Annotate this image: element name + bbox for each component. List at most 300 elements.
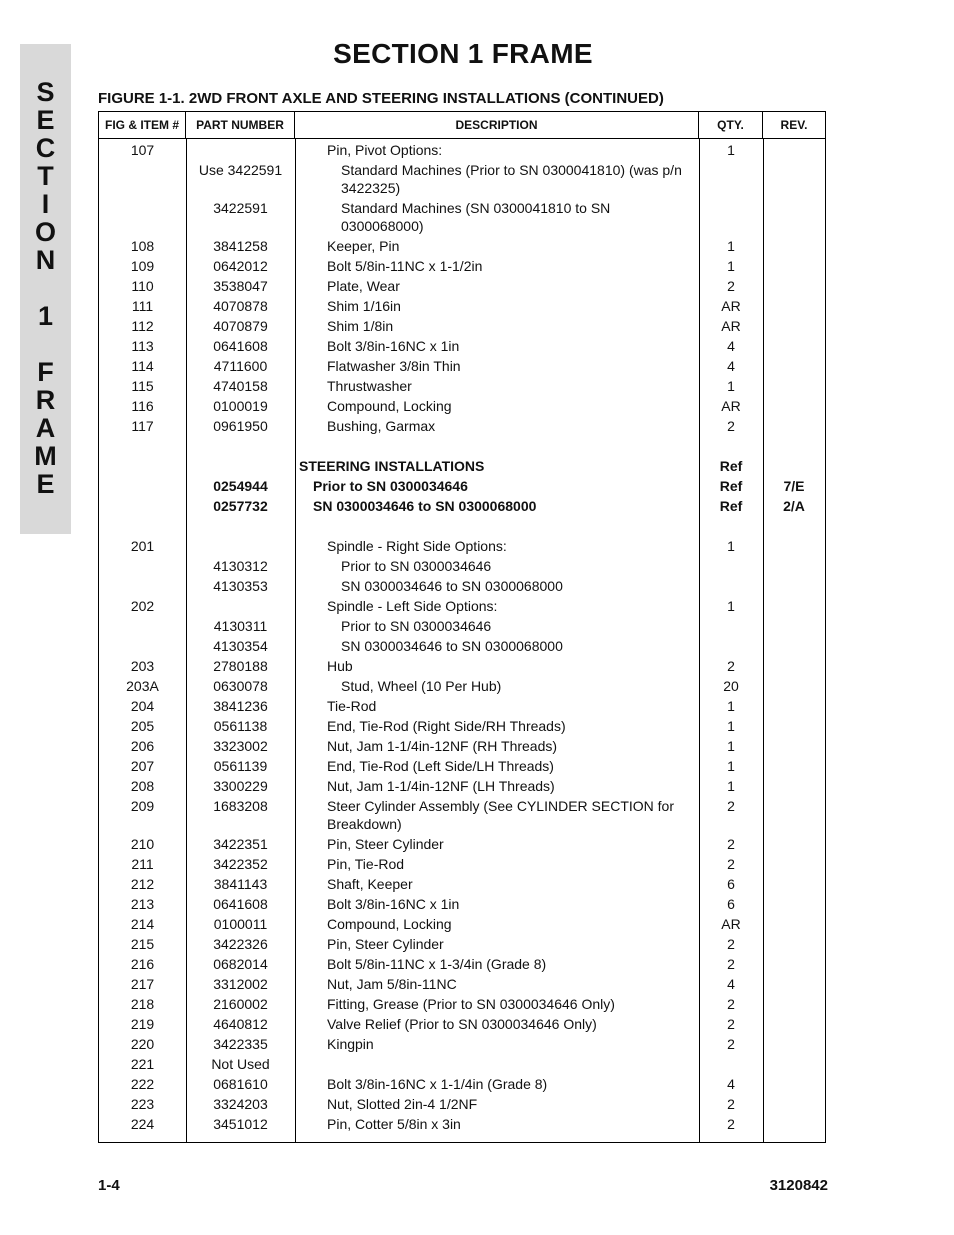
- cell-rev: [763, 357, 825, 377]
- table-row: [99, 497, 825, 517]
- header-rev: REV.: [780, 118, 808, 132]
- cell-item: 214: [130, 916, 155, 932]
- table-row: [99, 677, 825, 697]
- cell-description: Pin, Steer Cylinder: [327, 836, 444, 852]
- cell-description: Plate, Wear: [327, 278, 400, 294]
- section-title: SECTION 1 FRAME: [333, 38, 593, 69]
- cell-description: Pin, Cotter 5/8in x 3in: [327, 1116, 461, 1132]
- table-row: [99, 697, 825, 717]
- table-row: [99, 1035, 825, 1055]
- cell-item: [99, 577, 186, 597]
- cell-item: 221: [130, 1056, 155, 1072]
- cell-part-number: 3451012: [213, 1116, 268, 1132]
- cell-qty: [699, 577, 763, 597]
- table-row: [99, 1095, 825, 1115]
- cell-item: 213: [130, 896, 155, 912]
- cell-description: Bolt 3/8in-16NC x 1in: [327, 896, 460, 912]
- cell-description: Spindle - Left Side Options:: [327, 598, 498, 614]
- header-part-number: PART NUMBER: [186, 112, 295, 138]
- cell-qty: 1: [727, 598, 735, 614]
- cell-description: Hub: [327, 658, 353, 674]
- cell-part-number: 3422326: [213, 936, 268, 952]
- cell-description: Shim 1/16in: [327, 298, 401, 314]
- cell-qty: 1: [727, 258, 735, 274]
- cell-qty: [699, 557, 763, 577]
- table-body: [99, 139, 825, 1135]
- cell-item: 215: [130, 936, 155, 952]
- table-row: [99, 297, 825, 317]
- cell-rev: [763, 337, 825, 357]
- table-header: [99, 112, 825, 139]
- cell-part-number: 4130312: [213, 558, 268, 574]
- cell-description: Compound, Locking: [327, 916, 452, 932]
- cell-rev: [763, 1015, 825, 1035]
- cell-qty: [699, 1055, 763, 1075]
- cell-part-number: 3841143: [213, 876, 268, 892]
- cell-rev: [763, 257, 825, 277]
- cell-item: 224: [130, 1116, 155, 1132]
- cell-qty: 2: [727, 836, 735, 852]
- cell-part-number: 2780188: [213, 658, 268, 674]
- cell-part-number: 3422335: [213, 1036, 268, 1052]
- table-row: [99, 657, 825, 677]
- cell-part-number: 4130354: [213, 638, 268, 654]
- cell-description: SN 0300034646 to SN 0300068000: [341, 638, 563, 654]
- cell-qty: 2: [727, 1036, 735, 1052]
- cell-item: 218: [130, 996, 155, 1012]
- cell-qty: 2: [727, 278, 735, 294]
- table-row: [99, 1115, 825, 1135]
- cell-item: 116: [131, 398, 154, 414]
- table-row: [99, 337, 825, 357]
- cell-rev: 2/A: [783, 498, 805, 514]
- cell-qty: 2: [727, 956, 735, 972]
- cell-part-number: 4070878: [213, 298, 268, 314]
- side-tab-letter: R: [35, 385, 56, 415]
- side-tab-gap: [20, 330, 71, 358]
- cell-item: 216: [130, 956, 155, 972]
- cell-item: 222: [130, 1076, 155, 1092]
- cell-part-number: 3422351: [213, 836, 268, 852]
- table-row: [99, 1055, 825, 1075]
- side-tab-letter: T: [37, 161, 54, 191]
- cell-qty: 1: [727, 378, 735, 394]
- cell-item: 113: [131, 338, 154, 354]
- page-number: 1-4: [98, 1177, 120, 1194]
- cell-description: Prior to SN 0300034646: [341, 618, 492, 634]
- cell-rev: [763, 297, 825, 317]
- table-row: [99, 1015, 825, 1035]
- cell-rev: [763, 597, 825, 617]
- table-row: [99, 875, 825, 895]
- cell-item: 208: [130, 778, 155, 794]
- cell-rev: [763, 377, 825, 397]
- cell-qty: 1: [727, 238, 735, 254]
- cell-item: 114: [131, 358, 154, 374]
- cell-part-number: 3300229: [213, 778, 268, 794]
- cell-description: Bolt 5/8in-11NC x 1-1/2in: [327, 258, 483, 274]
- cell-rev: 7/E: [783, 478, 805, 494]
- cell-rev: [763, 637, 825, 657]
- cell-part-number: 3323002: [213, 738, 268, 754]
- cell-item: 212: [130, 876, 155, 892]
- cell-item: [99, 477, 186, 497]
- cell-rev: [763, 1095, 825, 1115]
- table-row: [99, 717, 825, 737]
- table-row: [99, 357, 825, 377]
- cell-item: 112: [131, 318, 154, 334]
- cell-part-number: [186, 597, 295, 617]
- table-row: [99, 257, 825, 277]
- cell-part-number: 0641608: [213, 896, 268, 912]
- side-tab-letter: A: [35, 413, 56, 443]
- cell-rev: [763, 199, 825, 237]
- cell-description: Nut, Jam 5/8in-11NC: [327, 976, 457, 992]
- cell-qty: [699, 161, 763, 199]
- cell-rev: [763, 895, 825, 915]
- cell-qty: 2: [727, 798, 735, 814]
- cell-rev: [763, 237, 825, 257]
- cell-rev: [763, 757, 825, 777]
- cell-rev: [763, 457, 825, 477]
- cell-part-number: 4130353: [213, 578, 268, 594]
- side-tab-gap: [20, 274, 71, 302]
- cell-part-number: 4130311: [213, 618, 268, 634]
- cell-part-number: 3312002: [213, 976, 268, 992]
- cell-rev: [763, 141, 825, 161]
- cell-item: 223: [130, 1096, 155, 1112]
- cell-item: 207: [130, 758, 155, 774]
- cell-part-number: 3841258: [213, 238, 268, 254]
- table-row: [99, 141, 825, 161]
- cell-part-number: 3422352: [213, 856, 268, 872]
- cell-qty: 1: [727, 758, 735, 774]
- side-tab-letter: E: [36, 469, 55, 499]
- cell-description: Standard Machines (Prior to SN 0300041810) (was p/n 3422325): [341, 162, 682, 196]
- cell-qty: AR: [721, 318, 741, 334]
- cell-item: 202: [130, 598, 155, 614]
- table-row: [99, 797, 825, 835]
- table-row: [99, 737, 825, 757]
- cell-part-number: 0641608: [213, 338, 268, 354]
- cell-rev: [763, 717, 825, 737]
- cell-description: Bolt 5/8in-11NC x 1-3/4in (Grade 8): [327, 956, 547, 972]
- cell-description: Tie-Rod: [327, 698, 377, 714]
- table-row: [99, 895, 825, 915]
- cell-item: 117: [131, 418, 154, 434]
- document-number: 3120842: [769, 1177, 828, 1194]
- cell-description: Pin, Steer Cylinder: [327, 936, 444, 952]
- table-row: [99, 477, 825, 497]
- cell-item: 206: [130, 738, 155, 754]
- cell-part-number: 0254944: [213, 478, 268, 494]
- cell-item: 210: [130, 836, 155, 852]
- figure-title: FIGURE 1-1. 2WD FRONT AXLE AND STEERING INSTALLATIONS (CONTINUED): [98, 90, 664, 107]
- side-tab-letter: C: [35, 133, 56, 163]
- cell-rev: [763, 1055, 825, 1075]
- cell-rev: [763, 677, 825, 697]
- cell-description: [295, 1055, 699, 1075]
- cell-item: 110: [131, 278, 154, 294]
- table-row: [99, 757, 825, 777]
- cell-description: Kingpin: [327, 1036, 374, 1052]
- cell-part-number: 1683208: [213, 798, 268, 814]
- cell-part-number: 4070879: [213, 318, 268, 334]
- cell-description: Compound, Locking: [327, 398, 452, 414]
- table-row: [99, 915, 825, 935]
- cell-rev: [763, 161, 825, 199]
- cell-item: [99, 617, 186, 637]
- cell-part-number: Use 3422591: [198, 162, 283, 178]
- table-row: [99, 935, 825, 955]
- side-tab-letter: N: [35, 245, 56, 275]
- side-tab-letter: 1: [37, 301, 54, 331]
- cell-rev: [763, 935, 825, 955]
- cell-qty: 2: [727, 996, 735, 1012]
- cell-part-number: 4740158: [213, 378, 268, 394]
- cell-rev: [763, 875, 825, 895]
- table-row: [99, 955, 825, 975]
- cell-item: 220: [130, 1036, 155, 1052]
- cell-part-number: 3422591: [213, 200, 268, 216]
- cell-rev: [763, 417, 825, 437]
- cell-part-number: 4711600: [213, 358, 268, 374]
- cell-description: STEERING INSTALLATIONS: [299, 458, 485, 474]
- header-qty: QTY.: [699, 112, 763, 138]
- cell-qty: Ref: [719, 478, 743, 494]
- cell-rev: [763, 1075, 825, 1095]
- cell-rev: [763, 995, 825, 1015]
- cell-qty: [699, 617, 763, 637]
- cell-qty: 4: [727, 976, 735, 992]
- section-side-tab: [20, 44, 71, 534]
- cell-description: Nut, Jam 1-1/4in-12NF (RH Threads): [327, 738, 558, 754]
- cell-description: End, Tie-Rod (Right Side/RH Threads): [327, 718, 566, 734]
- cell-part-number: Not Used: [211, 1056, 270, 1072]
- cell-rev: [763, 317, 825, 337]
- cell-description: Prior to SN 0300034646: [341, 558, 492, 574]
- cell-description: Flatwasher 3/8in Thin: [327, 358, 461, 374]
- side-tab-letter: M: [34, 441, 57, 471]
- cell-description: Spindle - Right Side Options:: [327, 538, 507, 554]
- cell-rev: [763, 557, 825, 577]
- cell-description: Keeper, Pin: [327, 238, 400, 254]
- cell-item: [99, 497, 186, 517]
- cell-description: Shaft, Keeper: [327, 876, 413, 892]
- cell-item: 203A: [126, 678, 159, 694]
- cell-qty: 2: [727, 1116, 735, 1132]
- cell-description: Stud, Wheel (10 Per Hub): [341, 678, 502, 694]
- table-spacer-row: [99, 437, 825, 457]
- cell-description: Pin, Pivot Options:: [327, 142, 443, 158]
- side-tab-letter: F: [37, 357, 54, 387]
- cell-description: Pin, Tie-Rod: [327, 856, 405, 872]
- table-row: [99, 995, 825, 1015]
- cell-part-number: 2160002: [213, 996, 268, 1012]
- cell-part-number: 0100011: [213, 916, 268, 932]
- cell-item: [99, 161, 186, 199]
- cell-qty: 1: [727, 538, 735, 554]
- table-row: [99, 417, 825, 437]
- cell-qty: 1: [727, 738, 735, 754]
- table-row: [99, 277, 825, 297]
- table-row: [99, 317, 825, 337]
- header-fig-item: FIG & ITEM #: [99, 112, 186, 138]
- cell-qty: 1: [727, 698, 735, 714]
- table-row: [99, 617, 825, 637]
- cell-part-number: 0561139: [213, 758, 268, 774]
- cell-rev: [763, 537, 825, 557]
- cell-qty: [699, 637, 763, 657]
- cell-qty: 2: [727, 936, 735, 952]
- cell-qty: 1: [727, 718, 735, 734]
- table-row: [99, 1075, 825, 1095]
- cell-description: Bolt 3/8in-16NC x 1-1/4in (Grade 8): [327, 1076, 548, 1092]
- cell-qty: 2: [727, 418, 735, 434]
- cell-rev: [763, 397, 825, 417]
- table-row: [99, 457, 825, 477]
- table-row: [99, 161, 825, 199]
- cell-qty: 4: [727, 358, 735, 374]
- cell-description: SN 0300034646 to SN 0300068000: [313, 498, 537, 514]
- cell-description: Prior to SN 0300034646: [313, 478, 468, 494]
- table-row: [99, 557, 825, 577]
- parts-table: [98, 111, 826, 1143]
- cell-item: 111: [131, 298, 154, 314]
- cell-part-number: 0257732: [213, 498, 268, 514]
- cell-description: Thrustwasher: [327, 378, 412, 394]
- side-tab-letters: [20, 78, 71, 498]
- cell-qty: Ref: [719, 458, 743, 474]
- cell-part-number: [186, 141, 295, 161]
- table-row: [99, 777, 825, 797]
- table-spacer-row: [99, 517, 825, 537]
- cell-rev: [763, 835, 825, 855]
- cell-part-number: 0630078: [213, 678, 268, 694]
- cell-part-number: 0561138: [213, 718, 268, 734]
- cell-item: 203: [130, 658, 155, 674]
- cell-qty: AR: [721, 298, 741, 314]
- cell-item: [99, 637, 186, 657]
- header-description: DESCRIPTION: [295, 112, 699, 138]
- table-row: [99, 199, 825, 237]
- cell-item: 115: [131, 378, 154, 394]
- cell-qty: 2: [727, 658, 735, 674]
- cell-qty: 2: [727, 1096, 735, 1112]
- side-tab-letter: I: [41, 189, 50, 219]
- cell-qty: 1: [727, 778, 735, 794]
- cell-part-number: 4640812: [213, 1016, 268, 1032]
- cell-qty: 2: [727, 1016, 735, 1032]
- cell-part-number: [186, 537, 295, 557]
- cell-qty: AR: [721, 398, 741, 414]
- table-row: [99, 237, 825, 257]
- table-row: [99, 577, 825, 597]
- cell-rev: [763, 797, 825, 835]
- side-tab-letter: O: [34, 217, 56, 247]
- table-row: [99, 377, 825, 397]
- cell-rev: [763, 617, 825, 637]
- cell-item: 209: [130, 798, 155, 814]
- cell-part-number: 3324203: [213, 1096, 268, 1112]
- side-tab-letter: S: [36, 77, 55, 107]
- table-row: [99, 397, 825, 417]
- cell-rev: [763, 777, 825, 797]
- cell-qty: 4: [727, 1076, 735, 1092]
- cell-qty: 20: [723, 678, 739, 694]
- cell-item: 204: [130, 698, 155, 714]
- cell-qty: 6: [727, 876, 735, 892]
- cell-rev: [763, 577, 825, 597]
- table-row: [99, 597, 825, 617]
- cell-description: SN 0300034646 to SN 0300068000: [341, 578, 563, 594]
- cell-qty: 4: [727, 338, 735, 354]
- cell-rev: [763, 955, 825, 975]
- cell-rev: [763, 1035, 825, 1055]
- cell-description: End, Tie-Rod (Left Side/LH Threads): [327, 758, 554, 774]
- cell-item: [99, 457, 186, 477]
- cell-part-number: [186, 457, 295, 477]
- cell-rev: [763, 737, 825, 757]
- cell-item: [99, 199, 186, 237]
- cell-rev: [763, 1115, 825, 1135]
- cell-qty: 2: [727, 856, 735, 872]
- cell-description: Valve Relief (Prior to SN 0300034646 Only): [327, 1016, 597, 1032]
- cell-description: Bolt 3/8in-16NC x 1in: [327, 338, 460, 354]
- cell-qty: AR: [721, 916, 741, 932]
- cell-item: 201: [130, 538, 155, 554]
- side-tab-letter: E: [36, 105, 55, 135]
- table-row: [99, 975, 825, 995]
- cell-rev: [763, 915, 825, 935]
- cell-qty: 1: [727, 142, 735, 158]
- cell-item: 219: [130, 1016, 155, 1032]
- cell-description: Nut, Jam 1-1/4in-12NF (LH Threads): [327, 778, 555, 794]
- cell-rev: [763, 277, 825, 297]
- cell-part-number: 0642012: [213, 258, 268, 274]
- cell-description: Steer Cylinder Assembly (See CYLINDER SECTION for Breakdown): [327, 798, 674, 832]
- cell-rev: [763, 697, 825, 717]
- cell-item: 205: [130, 718, 155, 734]
- cell-part-number: 0681610: [213, 1076, 268, 1092]
- cell-item: 109: [130, 258, 155, 274]
- cell-qty: Ref: [719, 498, 743, 514]
- cell-item: 211: [131, 856, 154, 872]
- cell-qty: [699, 199, 763, 237]
- table-row: [99, 537, 825, 557]
- cell-item: 108: [130, 238, 155, 254]
- cell-part-number: 0100019: [213, 398, 268, 414]
- table-row: [99, 855, 825, 875]
- cell-description: Standard Machines (SN 0300041810 to SN 0300068000): [341, 200, 611, 234]
- cell-item: [99, 557, 186, 577]
- cell-description: Fitting, Grease (Prior to SN 0300034646 Only): [327, 996, 615, 1012]
- cell-part-number: 0682014: [213, 956, 268, 972]
- cell-item: 217: [130, 976, 155, 992]
- table-row: [99, 835, 825, 855]
- cell-rev: [763, 657, 825, 677]
- cell-description: Shim 1/8in: [327, 318, 394, 334]
- cell-item: 107: [130, 142, 155, 158]
- table-row: [99, 637, 825, 657]
- cell-part-number: 3841236: [213, 698, 268, 714]
- cell-part-number: 3538047: [213, 278, 268, 294]
- cell-part-number: 0961950: [213, 418, 268, 434]
- cell-description: Nut, Slotted 2in-4 1/2NF: [327, 1096, 478, 1112]
- cell-rev: [763, 975, 825, 995]
- cell-description: Bushing, Garmax: [327, 418, 436, 434]
- cell-rev: [763, 855, 825, 875]
